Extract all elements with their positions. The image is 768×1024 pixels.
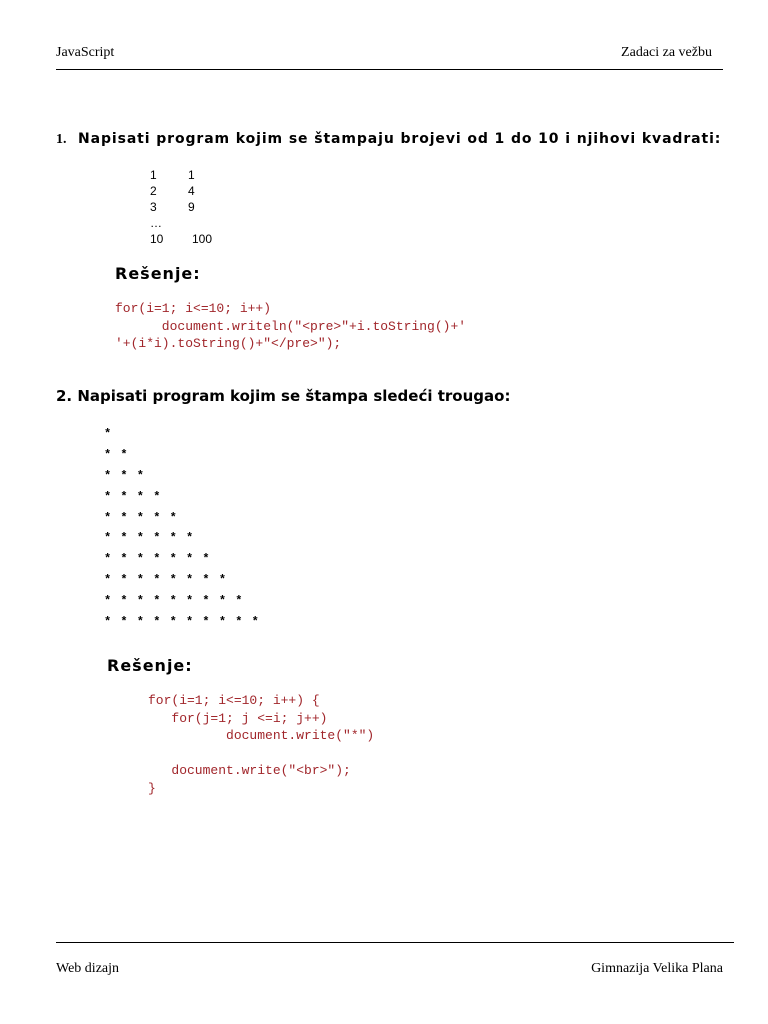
- square-cell: 9: [188, 200, 195, 214]
- footer-school: Gimnazija Velika Plana: [591, 961, 723, 976]
- triangle-row: * * *: [104, 468, 146, 483]
- solution-2-code: for(i=1; i<=10; i++) { for(j=1; j <=i; j++) document.write("*") document.write("<br>"); }: [148, 693, 375, 796]
- star-triangle: [104, 424, 260, 633]
- number-cell: 10: [150, 232, 164, 246]
- header-subtitle: Zadaci za vežbu: [621, 45, 712, 60]
- triangle-row: * * * * *: [104, 510, 178, 525]
- triangle-row: * * * * * * *: [104, 552, 211, 567]
- triangle-row: *: [104, 427, 113, 441]
- squares-table: [150, 167, 212, 247]
- number-cell: 1: [150, 168, 157, 182]
- task-1-text: Napisati program kojim se štampaju brojevi od 1 do 10 i njihovi kvadrati:: [78, 131, 722, 147]
- triangle-row: * * * * * * * * * *: [104, 615, 260, 630]
- triangle-row: * * * *: [104, 489, 162, 504]
- square-cell: 1: [188, 168, 195, 182]
- triangle-row: * *: [104, 447, 129, 462]
- header-title: JavaScript: [56, 45, 115, 60]
- square-cell: 100: [192, 232, 213, 246]
- task-1-number: 1.: [56, 132, 67, 147]
- ellipsis-cell: …: [150, 216, 162, 230]
- table-row: [150, 167, 212, 183]
- solution-2-heading: Rešenje:: [107, 656, 193, 675]
- task-1-statement: [56, 131, 721, 148]
- number-cell: 3: [150, 200, 157, 214]
- number-cell: 2: [150, 184, 157, 198]
- footer-course: Web dizajn: [56, 961, 120, 976]
- table-row: [150, 215, 212, 231]
- table-row: [150, 183, 212, 199]
- triangle-row: * * * * * * * *: [104, 573, 228, 588]
- solution-1-heading: Rešenje:: [115, 264, 201, 283]
- footer-divider: [56, 942, 734, 943]
- triangle-row: * * * * * * * * *: [104, 594, 244, 609]
- square-cell: 4: [188, 184, 195, 198]
- task-2-statement: 2. Napisati program kojim se štampa sledeći trougao:: [56, 387, 511, 405]
- table-row: [150, 199, 212, 215]
- table-row: [150, 231, 212, 247]
- solution-1-code: for(i=1; i<=10; i++) document.writeln("<pre>"+i.toString()+' '+(i*i).toString()+"</pre>");: [115, 301, 467, 351]
- triangle-row: * * * * * *: [104, 531, 195, 546]
- header-divider: [56, 69, 723, 70]
